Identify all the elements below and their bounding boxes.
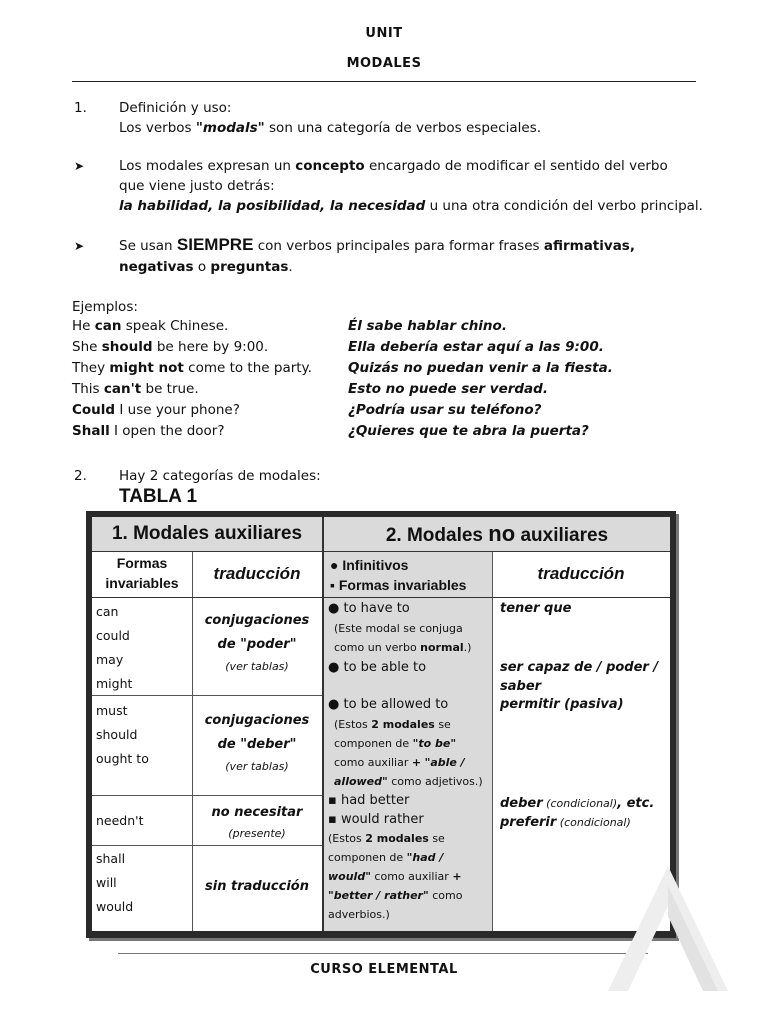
divider [322, 517, 324, 931]
example-row: They might not come to the party. Quizás no puedan venir a la fiesta. [72, 360, 613, 376]
modals-table [86, 511, 676, 938]
example-row: He can speak Chinese. Él sabe hablar chino. [72, 318, 507, 334]
divider [92, 845, 322, 846]
modal-list-group1: can could may might [96, 604, 133, 691]
subheader-traduccion2: traducción [537, 564, 625, 583]
translation-group2: conjugaciones de "deber" (ver tablas) [204, 713, 310, 773]
bullet1-line1: Los modales expresan un concepto encargado de modificar el sentido del verbo [119, 158, 668, 174]
bullet1-line2: que viene justo detrás: [119, 178, 275, 194]
col1-header: 1. Modales auxiliares [92, 517, 322, 551]
example-row: This can't be true. Esto no puede ser verdad. [72, 381, 548, 397]
section1-heading: Definición y uso: [119, 100, 232, 116]
bullet2-line2: negativas o preguntas. [119, 259, 293, 275]
modal-list-group2: must should ought to [96, 703, 149, 766]
divider [92, 795, 322, 796]
section2-text: Hay 2 categorías de modales: [119, 468, 321, 484]
divider [92, 597, 670, 598]
watermark-logo [598, 856, 738, 996]
arrow-bullet-icon: ➤ [74, 239, 85, 253]
tr-deber-preferir: deber (condicional), etc. preferir (condicional) [500, 796, 655, 830]
translation-group1: conjugaciones de "poder" (ver tablas) [204, 613, 310, 673]
divider [92, 551, 670, 552]
tr-ser-capaz: ser capaz de / poder / saber [500, 660, 659, 694]
section1-number: 1. [74, 100, 87, 116]
table-title: TABLA 1 [119, 486, 198, 507]
bullet2-line1: Se usan SIEMPRE con verbos principales para formar frases afirmativas, [119, 235, 635, 254]
section1-definition: Los verbos "modals" son una categoría de verbos especiales. [119, 120, 542, 136]
nonaux-list: ● to have to (Este modal se conjuga como un verbo normal.) ● to be able to ● to be allowed to (Estos 2 modales se componen de "to be" como auxiliar + "able / allowed" como adjetivos.) ▪ had better ▪ would rather (Estos 2 modales se componen de "had / would" como auxiliar + "better / rather" como adverbios.) [328, 601, 483, 921]
example-row: Could I use your phone? ¿Podría usar su teléfono? [72, 402, 542, 418]
subheader-infinitivos: ● Infinitivos ▪ Formas invariables [324, 551, 492, 597]
divider [492, 551, 493, 931]
col2-header: 2. Modales no auxiliares [324, 517, 670, 551]
tr-tener-que: tener que [500, 601, 572, 616]
page-title: MODALES [346, 56, 422, 71]
modal-needn-t: needn't [96, 813, 144, 828]
table-body [92, 517, 670, 931]
header-rule [72, 81, 696, 82]
footer-rule [118, 953, 648, 954]
arrow-bullet-icon: ➤ [74, 159, 85, 173]
example-row: She should be here by 9:00. Ella debería estar aquí a las 9:00. [72, 339, 604, 355]
examples-list [72, 318, 672, 444]
translation-group4: sin traducción [205, 879, 309, 894]
bullet1-line3: la habilidad, la posibilidad, la necesidad u una otra condición del verbo principal. [119, 198, 703, 214]
section2-number: 2. [74, 468, 87, 484]
examples-label: Ejemplos: [72, 299, 138, 315]
unit-label: UNIT [365, 26, 403, 41]
subheader-traduccion: traducción [213, 564, 301, 583]
footer-text: CURSO ELEMENTAL [310, 962, 458, 977]
subheader-formas: Formas invariables [105, 555, 179, 591]
tr-permitir: permitir (pasiva) [500, 697, 624, 712]
example-row: Shall I open the door? ¿Quieres que te abra la puerta? [72, 423, 589, 439]
modal-list-group4: shall will would [96, 851, 134, 914]
translation-group3: no necesitar (presente) [211, 805, 303, 840]
